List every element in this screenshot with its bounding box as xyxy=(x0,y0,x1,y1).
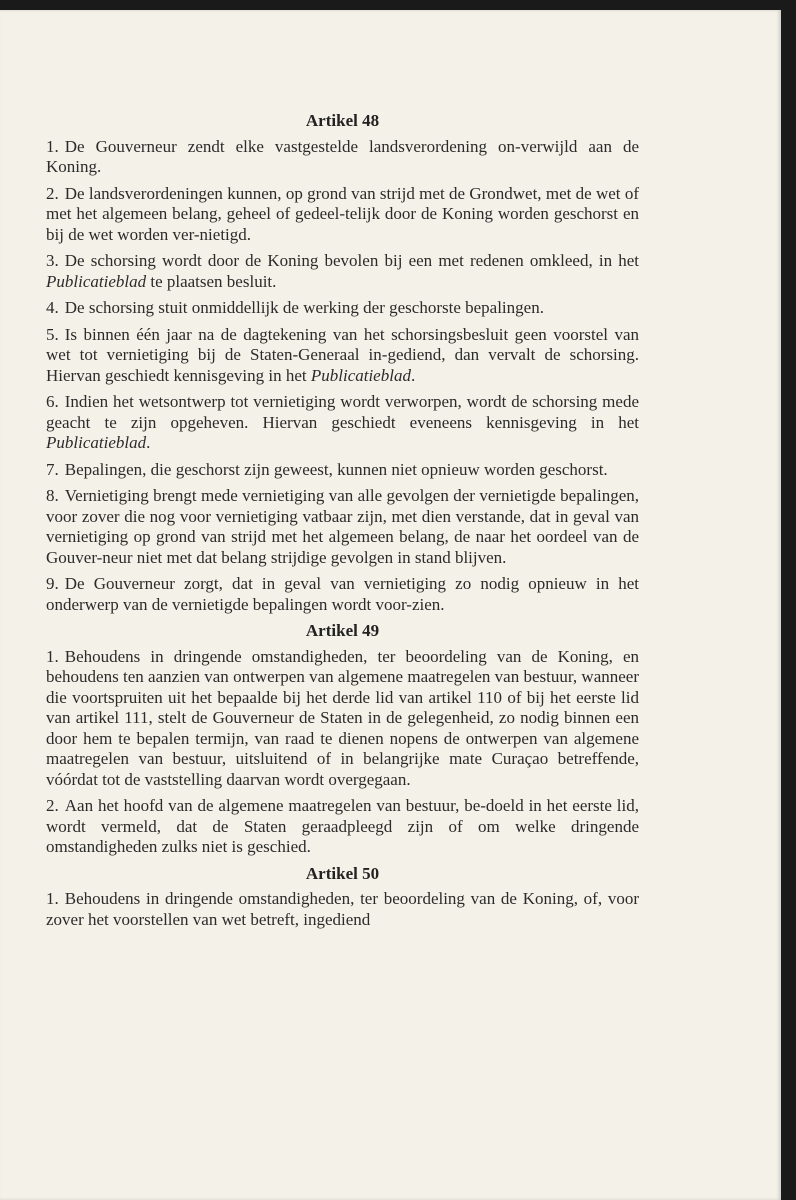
italic-title: Publicatieblad xyxy=(46,271,147,291)
paragraph-text: De schorsing stuit onmiddellijk de werking der geschorste bepalingen. xyxy=(64,298,544,317)
paragraph-number: 4. xyxy=(46,298,59,317)
paragraph-number: 1. xyxy=(46,889,59,908)
paragraph xyxy=(46,647,639,791)
paragraph-text: De Gouverneur zorgt, dat in geval van vernietiging zo nodig opnieuw in het onderwerp van de vernietigde bepalingen wordt voor-zien. xyxy=(46,574,639,614)
paragraph-number: 1. xyxy=(46,136,59,156)
paragraph xyxy=(46,298,639,319)
paragraph xyxy=(46,796,639,858)
paragraph xyxy=(46,325,639,387)
paragraph-text: De schorsing wordt door de Koning bevolen bij een met redenen omkleed, in het xyxy=(64,251,639,270)
paragraph xyxy=(46,460,639,481)
paragraph-text: Bepalingen, die geschorst zijn geweest, kunnen niet opnieuw worden geschorst. xyxy=(64,459,608,479)
paragraph xyxy=(46,251,639,292)
paragraph-number: 1. xyxy=(46,646,59,666)
italic-title: Publicatieblad xyxy=(46,433,147,452)
paragraph xyxy=(46,392,639,454)
paragraph-text: Vernietiging brengt mede vernietiging van alle gevolgen der vernietigde bepalingen, voor zover die nog voor vernietiging vatbaar zijn, met dien verstande, dat in geval van vernietiging op grond van strijd met het algemeen belang, de naar het oordeel van de Gouver-neur niet met dat belang strijdige gevolgen in stand blijven. xyxy=(46,486,639,567)
paragraph-number: 3. xyxy=(46,251,59,270)
paragraph-text: . xyxy=(146,433,151,452)
paragraph-text: De landsverordeningen kunnen, op grond van strijd met de Grondwet, met de wet of met het algemeen belang, geheel of gedeel-telijk door de Koning worden geschorst en bij de wet worden ver-nietigd. xyxy=(46,183,639,244)
paragraph-number: 7. xyxy=(46,459,59,479)
paragraph-number: 6. xyxy=(46,392,59,411)
paragraph xyxy=(46,184,639,246)
page-text xyxy=(46,105,639,936)
italic-title: Publicatieblad xyxy=(310,365,411,385)
paragraph-number: 9. xyxy=(46,574,59,593)
paragraph xyxy=(46,889,639,930)
paragraph-number: 8. xyxy=(46,486,59,505)
paragraph-text: Indien het wetsontwerp tot vernietiging wordt verworpen, wordt de schorsing mede geacht te zijn opgeheven. Hiervan geschiedt eveneens kennisgeving in het xyxy=(46,392,639,432)
paragraph-number: 2. xyxy=(46,183,59,203)
article-heading: Artikel 48 xyxy=(305,111,380,130)
paragraph-number: 2. xyxy=(46,796,59,815)
document-page xyxy=(0,10,781,1200)
paragraph-text: De Gouverneur zendt elke vastgestelde landsverordening on-verwijld aan de Koning. xyxy=(46,136,639,176)
paragraph-text: Aan het hoofd van de algemene maatregelen van bestuur, be-doeld in het eerste lid, wordt vermeld, dat de Staten geraadpleegd zijn of om welke dringende omstandigheden zulks niet is geschied. xyxy=(46,796,639,856)
paragraph-text: Behoudens in dringende omstandigheden, ter beoordeling van de Koning, of, voor zover het voorstellen van wet betreft, ingediend xyxy=(46,889,639,929)
paragraph-text: Is binnen één jaar na de dagtekening van het schorsingsbesluit geen voorstel van wet tot vernietiging bij de Staten-Generaal in-gediend, dan vervalt de schorsing. Hiervan geschiedt kennisgeving in het xyxy=(46,324,639,385)
paragraph xyxy=(46,137,639,178)
paragraph-text: te plaatsen besluit. xyxy=(146,271,277,291)
article-heading: Artikel 50 xyxy=(305,863,380,883)
paragraph xyxy=(46,486,639,568)
article-heading: Artikel 49 xyxy=(305,621,380,640)
paragraph xyxy=(46,574,639,615)
paragraph-number: 5. xyxy=(46,324,59,344)
paragraph-text: . xyxy=(410,365,416,385)
paragraph-text: Behoudens in dringende omstandigheden, ter beoordeling van de Koning, en behoudens ten aanzien van ontwerpen van algemene maatregelen van bestuur, wanneer die voortspruiten uit het bepaalde bij het derde lid van artikel 110 of bij het eerste lid van artikel 111, stelt de Gouverneur de Staten in de gelegenheid, zo nodig binnen een door hem te bepalen termijn, van raad te dienen nopens de ontwerpen van algemene maatregelen van bestuur, uitsluitend of in belangrijke mate Curaçao betreffende, vóórdat tot de vaststelling daarvan wordt overgegaan. xyxy=(46,646,639,789)
